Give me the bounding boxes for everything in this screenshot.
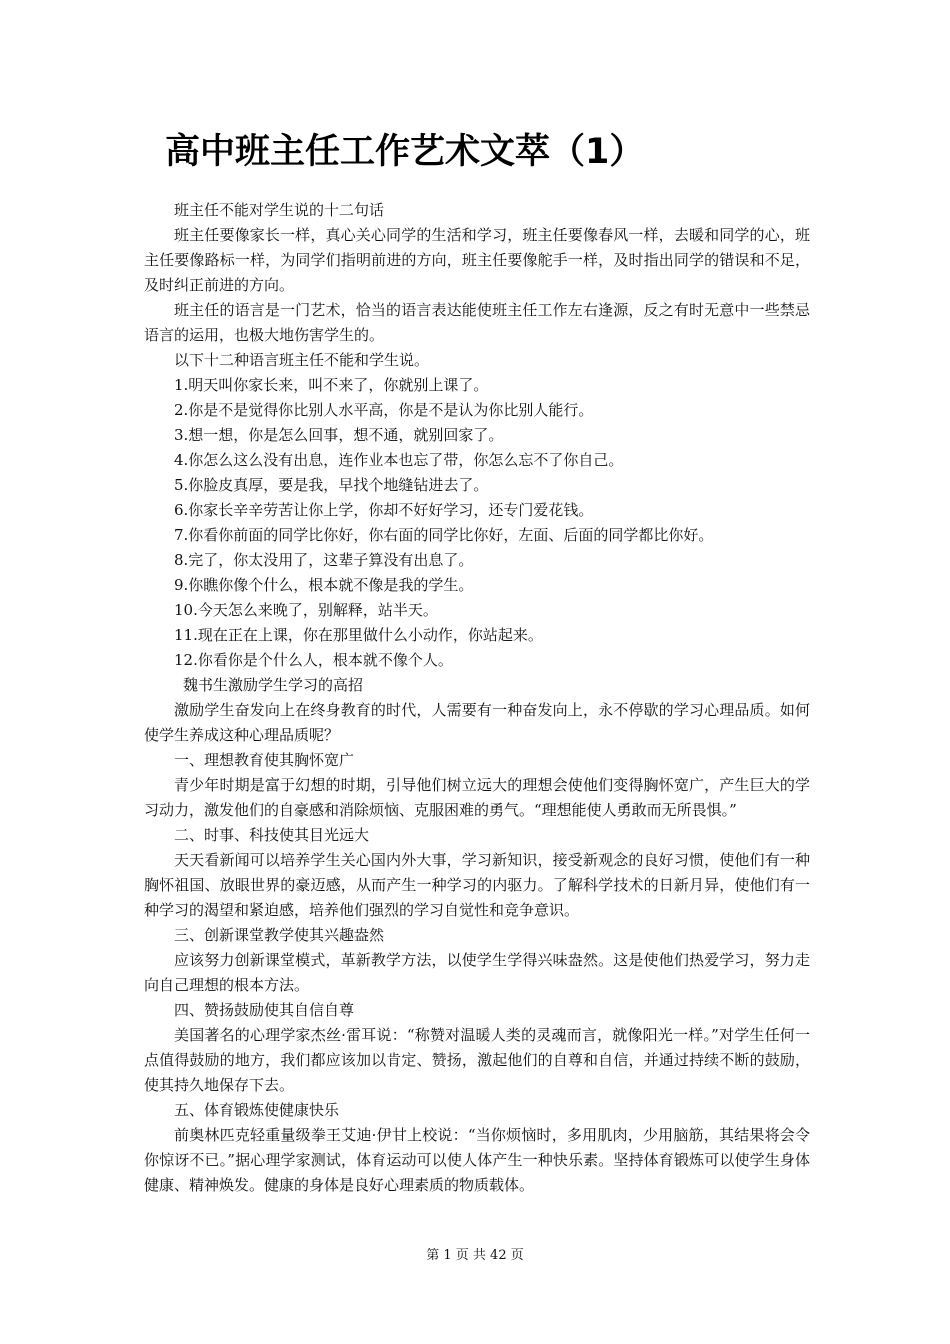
- list-item: 2.你是不是觉得你比别人水平高，你是不是认为你比别人能行。: [174, 401, 594, 419]
- section-heading: 班主任不能对学生说的十二句话: [174, 201, 385, 219]
- paragraph: 应该努力创新课堂模式，革新教学方法，以使学生学得兴味盎然。这是使他们热爱学习，努力走向自己理想的根本方法。: [144, 951, 810, 994]
- paragraph: 青少年时期是富于幻想的时期，引导他们树立远大的理想会使他们变得胸怀宽广，产生巨大的学习动力，激发他们的自豪感和消除烦恼、克服困难的勇气。“理想能使人勇敢而无所畏惧。”: [144, 776, 810, 819]
- list-item: 3.想一想，你是怎么回事，想不通，就别回家了。: [174, 426, 504, 444]
- list-item: 11.现在正在上课，你在那里做什么小动作，你站起来。: [174, 626, 543, 644]
- paragraph: 天天看新闻可以培养学生关心国内外大事，学习新知识，接受新观念的良好习惯，使他们有一种胸怀祖国、放眼世界的豪迈感，从而产生一种学习的内驱力。了解科学技术的日新月异，使他们有一种学习的渴望和紧迫感，培养他们强烈的学习自觉性和竞争意识。: [144, 851, 810, 919]
- list-item: 12.你看你是个什么人，根本就不像个人。: [174, 651, 453, 669]
- page-title: 高中班主任工作艺术文萃（1）: [165, 132, 645, 172]
- page-footer: 第 1 页 共 42 页: [426, 1248, 524, 1263]
- list-item: 1.明天叫你家长来，叫不来了，你就别上课了。: [174, 376, 489, 394]
- point-title: 一、理想教育使其胸怀宽广: [174, 751, 355, 769]
- list-item: 9.你瞧你像个什么，根本就不像是我的学生。: [174, 576, 474, 594]
- paragraph: 班主任要像家长一样，真心关心同学的生活和学习，班主任要像春风一样，去暖和同学的心，班主任要像路标一样，为同学们指明前进的方向，班主任要像舵手一样，及时指出同学的错误和不足，及时纠正前进的方向。: [144, 226, 810, 294]
- section-heading: 魏书生激励学生学习的高招: [183, 676, 364, 694]
- list-item: 5.你脸皮真厚，要是我，早找个地缝钻进去了。: [174, 476, 489, 494]
- list-item: 7.你看你前面的同学比你好，你右面的同学比你好，左面、后面的同学都比你好。: [174, 526, 714, 544]
- point-title: 三、创新课堂教学使其兴趣盎然: [174, 926, 385, 944]
- paragraph: 前奥林匹克轻重量级拳王艾迪·伊甘上校说：“当你烦恼时，多用肌肉，少用脑筋，其结果将会令你惊讶不已。”据心理学家测试，体育运动可以使人体产生一种快乐素。坚持体育锻炼可以使学生身体健康、精神焕发。健康的身体是良好心理素质的物质载体。: [144, 1126, 810, 1194]
- list-item: 6.你家长辛辛劳苦让你上学，你却不好好学习，还专门爱花钱。: [174, 501, 594, 519]
- point-title: 二、时事、科技使其目光远大: [174, 826, 370, 844]
- paragraph: 美国著名的心理学家杰丝·雷耳说：“称赞对温暖人类的灵魂而言，就像阳光一样。”对学生任何一点值得鼓励的地方，我们都应该加以肯定、赞扬，激起他们的自尊和自信，并通过持续不断的鼓励，使其持久地保存下去。: [144, 1026, 810, 1094]
- document-body: [144, 198, 810, 1198]
- paragraph: 以下十二种语言班主任不能和学生说。: [174, 351, 430, 369]
- paragraph: 激励学生奋发向上在终身教育的时代，人需要有一种奋发向上，永不停歇的学习心理品质。如何使学生养成这种心理品质呢？: [144, 701, 810, 744]
- paragraph: 班主任的语言是一门艺术，恰当的语言表达能使班主任工作左右逢源，反之有时无意中一些禁忌语言的运用，也极大地伤害学生的。: [144, 301, 810, 344]
- point-title: 五、体育锻炼使健康快乐: [174, 1101, 340, 1119]
- list-item: 10.今天怎么来晚了，别解释，站半天。: [174, 601, 438, 619]
- list-item: 4.你怎么这么没有出息，连作业本也忘了带，你怎么忘不了你自己。: [174, 451, 624, 469]
- point-title: 四、赞扬鼓励使其自信自尊: [174, 1001, 355, 1019]
- list-item: 8.完了，你太没用了，这辈子算没有出息了。: [174, 551, 474, 569]
